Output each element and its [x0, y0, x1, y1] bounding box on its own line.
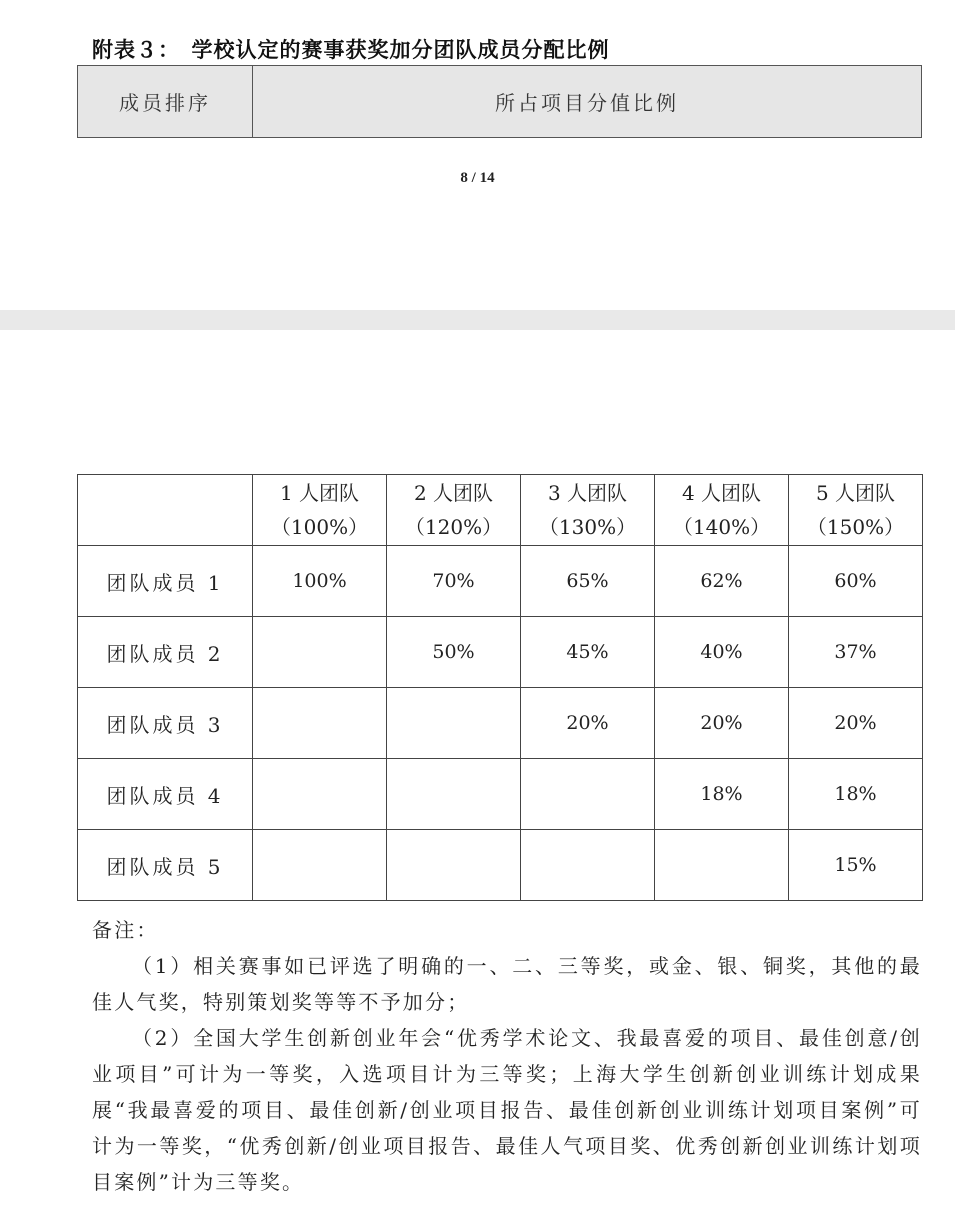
row-label-member-1: 团队成员 1 — [78, 546, 253, 617]
ratio-cell: 20% — [789, 688, 923, 759]
notes-heading: 备注： — [92, 918, 159, 942]
ratio-cell — [387, 759, 521, 830]
ratio-cell — [521, 830, 655, 901]
header-team-size-2 — [387, 475, 521, 546]
ratio-cell: 45% — [521, 617, 655, 688]
page-number: 8 / 14 — [460, 170, 495, 186]
header-cell-score-ratio: 所占项目分值比例 — [495, 91, 679, 115]
allocation-table — [77, 474, 923, 901]
table-row — [78, 759, 923, 830]
table-row — [78, 617, 923, 688]
header-team-size-1 — [253, 475, 387, 546]
ratio-cell: 100% — [253, 546, 387, 617]
table-header-row — [78, 475, 923, 546]
header-cell-member-order: 成员排序 — [78, 66, 253, 137]
ratio-cell — [253, 759, 387, 830]
table-row — [78, 546, 923, 617]
header-team-size-4 — [655, 475, 789, 546]
ratio-cell: 65% — [521, 546, 655, 617]
row-label-member-5: 团队成员 5 — [78, 830, 253, 901]
ratio-cell: 20% — [521, 688, 655, 759]
notes-section — [92, 912, 922, 1200]
ratio-cell — [253, 617, 387, 688]
ratio-cell: 60% — [789, 546, 923, 617]
header-team-label: 5 人团队 — [815, 481, 896, 505]
note-item-2: （2）全国大学生创新创业年会“优秀学术论文、我最喜爱的项目、最佳创意/创业项目”可计为一等奖，入选项目计为三等奖；上海大学生创新创业训练计划成果展“我最喜爱的项目、最佳创新/创业项目报告、最佳创新创业训练计划项目案例”可计为一等奖，“优秀创新/创业项目报告、最佳人气项目奖、优秀创新创业训练计划项目案例”计为三等奖。 — [92, 1026, 922, 1194]
header-team-label: 2 人团队 — [413, 481, 494, 505]
header-team-label: 4 人团队 — [681, 481, 762, 505]
header-table — [77, 65, 922, 138]
ratio-cell — [387, 688, 521, 759]
ratio-cell: 62% — [655, 546, 789, 617]
ratio-cell — [655, 830, 789, 901]
header-team-size-3 — [521, 475, 655, 546]
row-label-member-2: 团队成员 2 — [78, 617, 253, 688]
ratio-cell — [387, 830, 521, 901]
header-team-label: 3 人团队 — [547, 481, 628, 505]
table-row — [78, 830, 923, 901]
header-team-percent: （140%） — [672, 515, 771, 539]
header-team-percent: （120%） — [404, 515, 503, 539]
ratio-cell: 37% — [789, 617, 923, 688]
header-team-percent: （100%） — [270, 515, 369, 539]
header-team-label: 1 人团队 — [279, 481, 360, 505]
ratio-cell — [253, 688, 387, 759]
note-item-1: （1）相关赛事如已评选了明确的一、二、三等奖，或金、银、铜奖，其他的最佳人气奖，特别策划奖等等不予加分； — [92, 954, 922, 1014]
row-label-member-4: 团队成员 4 — [78, 759, 253, 830]
ratio-cell: 20% — [655, 688, 789, 759]
ratio-cell: 50% — [387, 617, 521, 688]
ratio-cell: 40% — [655, 617, 789, 688]
page-separator — [0, 310, 955, 330]
previous-page-fragment — [0, 0, 955, 310]
row-label-member-3: 团队成员 3 — [78, 688, 253, 759]
table-title: 附表３： 学校认定的赛事获奖加分团队成员分配比例 — [92, 38, 610, 62]
ratio-cell — [521, 759, 655, 830]
header-team-size-5 — [789, 475, 923, 546]
ratio-cell: 15% — [789, 830, 923, 901]
ratio-cell: 18% — [655, 759, 789, 830]
ratio-cell: 18% — [789, 759, 923, 830]
ratio-cell — [253, 830, 387, 901]
header-team-percent: （150%） — [806, 515, 905, 539]
ratio-cell: 70% — [387, 546, 521, 617]
header-team-percent: （130%） — [538, 515, 637, 539]
table-row — [78, 688, 923, 759]
header-corner-cell — [78, 475, 253, 546]
